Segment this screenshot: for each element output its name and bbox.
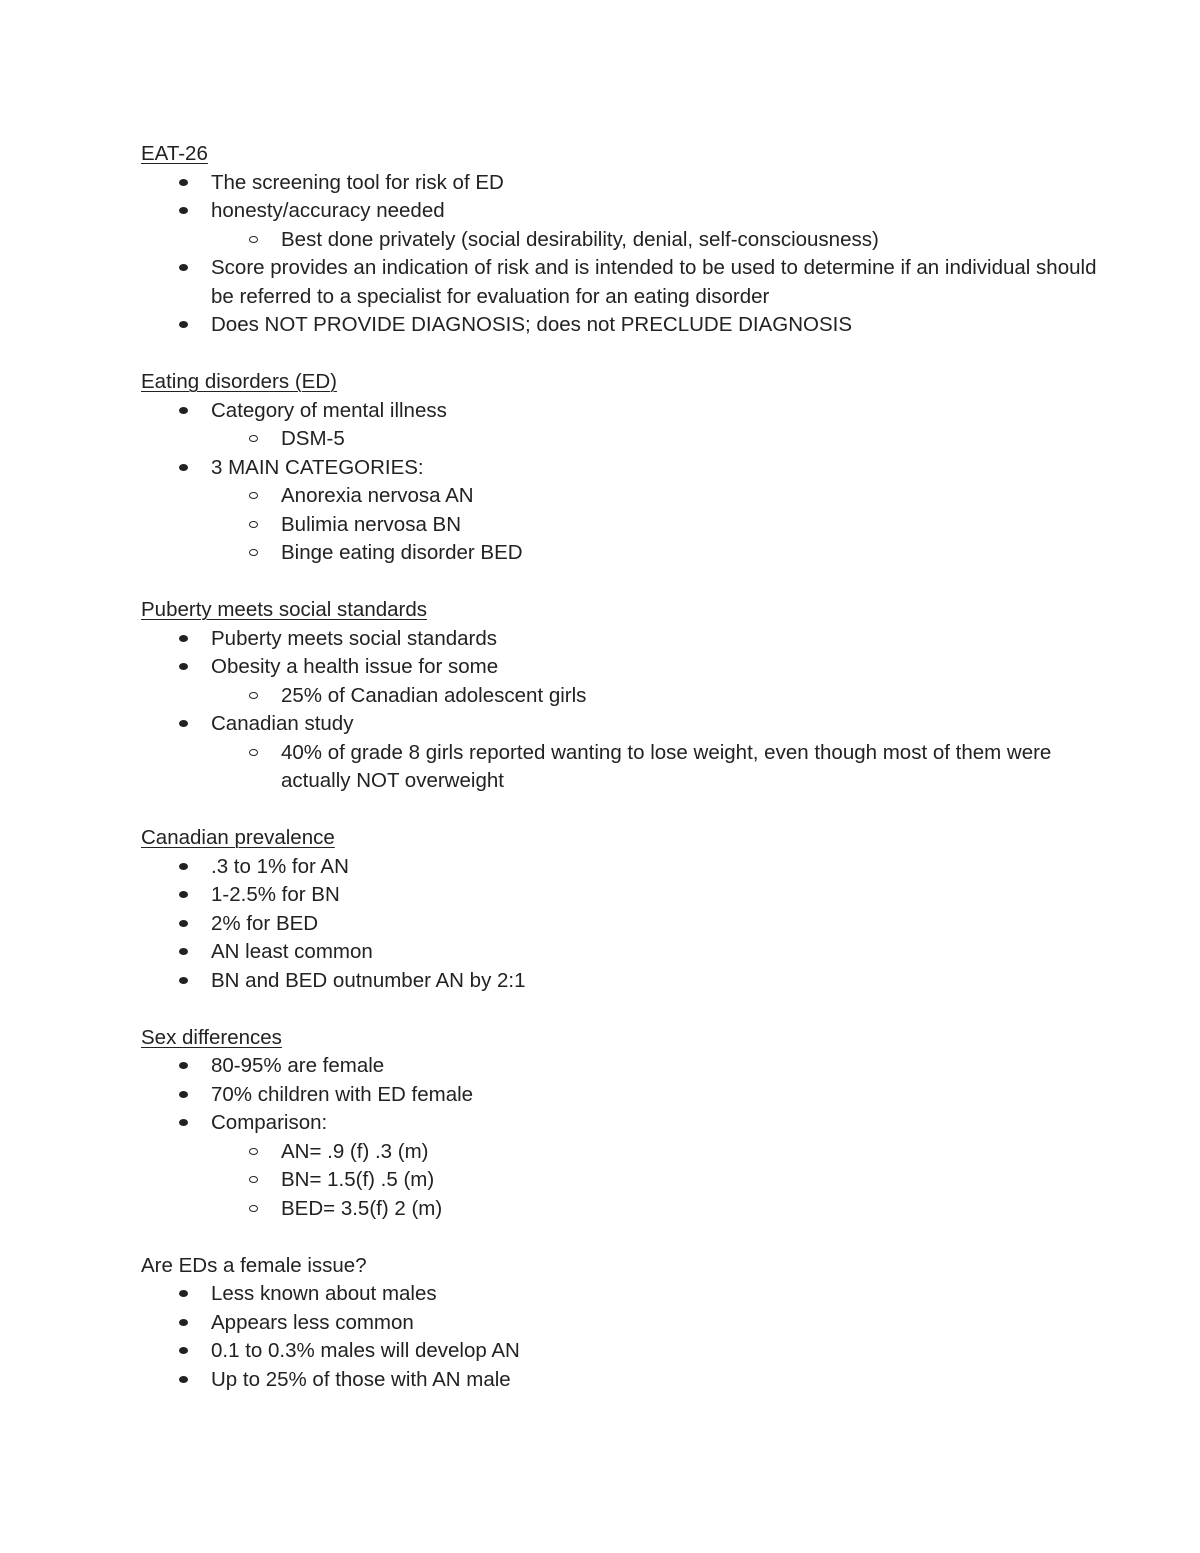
- section-eating-disorders-ed: [141, 368, 1101, 568]
- bullet-disc-icon: [179, 321, 188, 328]
- list-item: [141, 853, 1101, 882]
- list-item: [141, 967, 1101, 996]
- bullet-circle-icon: [249, 492, 258, 499]
- list-item: [141, 1081, 1101, 1110]
- bullet-list: [141, 853, 1101, 996]
- list-item-text: 3 MAIN CATEGORIES:: [211, 455, 424, 479]
- sub-list-item: [211, 226, 1101, 255]
- list-item: [141, 454, 1101, 568]
- document-body: [141, 140, 1101, 1394]
- section-heading-text: Eating disorders (ED): [141, 370, 337, 393]
- list-item-text: Score provides an indication of risk and is intended to be used to determine if an individual should be referred to a specialist for evaluation for an eating disorder: [211, 256, 1097, 308]
- list-item: [141, 1366, 1101, 1395]
- sub-bullet-list: [141, 1138, 1101, 1224]
- list-item-text: Puberty meets social standards: [211, 626, 497, 650]
- bullet-circle-icon: [249, 1176, 258, 1183]
- bullet-disc-icon: [179, 264, 188, 271]
- sub-bullet-list: [141, 739, 1101, 796]
- section-canadian-prevalence: [141, 824, 1101, 995]
- list-item-text: Category of mental illness: [211, 398, 447, 422]
- bullet-list: [141, 1280, 1101, 1394]
- bullet-disc-icon: [179, 464, 188, 471]
- sub-bullet-list: [141, 682, 1101, 711]
- bullet-disc-icon: [179, 407, 188, 414]
- bullet-circle-icon: [249, 435, 258, 442]
- list-item-text: Less known about males: [211, 1282, 437, 1305]
- section-heading: [141, 1024, 1101, 1053]
- list-item: [141, 197, 1101, 254]
- bullet-disc-icon: [179, 1119, 188, 1126]
- section-heading: [141, 368, 1101, 397]
- sub-list-item: [211, 425, 1101, 454]
- list-item-text: .3 to 1% for AN: [211, 854, 349, 878]
- bullet-disc-icon: [179, 948, 188, 955]
- list-item: [141, 1337, 1101, 1366]
- list-item-text: honesty/accuracy needed: [211, 199, 445, 222]
- section-puberty-meets-social-standards: [141, 596, 1101, 796]
- sub-list-item-text: DSM-5: [281, 427, 345, 450]
- bullet-disc-icon: [179, 977, 188, 984]
- list-item: [141, 1280, 1101, 1309]
- bullet-disc-icon: [179, 863, 188, 870]
- section-heading: [141, 596, 1101, 625]
- bullet-disc-icon: [179, 1347, 188, 1354]
- section-heading-text: Canadian prevalence: [141, 826, 335, 849]
- list-item-text: BN and BED outnumber AN by 2:1: [211, 968, 526, 992]
- list-item-text: Up to 25% of those with AN male: [211, 1367, 511, 1391]
- list-item-text: Appears less common: [211, 1310, 414, 1334]
- bullet-circle-icon: [249, 692, 258, 699]
- bullet-disc-icon: [179, 720, 188, 727]
- section-heading-text: EAT-26: [141, 142, 208, 165]
- bullet-list: [141, 1052, 1101, 1223]
- bullet-disc-icon: [179, 663, 188, 670]
- bullet-list: [141, 169, 1101, 340]
- section-heading-text: Are EDs a female issue?: [141, 1253, 367, 1277]
- bullet-disc-icon: [179, 1376, 188, 1383]
- sub-list-item: [211, 739, 1101, 796]
- list-item: [141, 397, 1101, 454]
- list-item-text: 2% for BED: [211, 911, 319, 935]
- list-item: [141, 710, 1101, 796]
- section-heading: [141, 1252, 1101, 1281]
- bullet-list: [141, 625, 1101, 796]
- bullet-disc-icon: [179, 179, 188, 186]
- bullet-list: [141, 397, 1101, 568]
- sub-list-item-text: Binge eating disorder BED: [281, 541, 523, 564]
- bullet-disc-icon: [179, 1319, 188, 1326]
- sub-list-item-text: AN= .9 (f) .3 (m): [281, 1139, 429, 1163]
- sub-bullet-list: [141, 482, 1101, 568]
- sub-list-item-text: BN= 1.5(f) .5 (m): [281, 1168, 435, 1191]
- list-item: [141, 625, 1101, 654]
- section-eat-26: [141, 140, 1101, 340]
- list-item-text: Obesity a health issue for some: [211, 655, 499, 678]
- sub-list-item-text: Best done privately (social desirability, denial, self-consciousness): [281, 227, 879, 251]
- bullet-circle-icon: [249, 521, 258, 528]
- bullet-disc-icon: [179, 1290, 188, 1297]
- list-item: [141, 1309, 1101, 1338]
- sub-list-item-text: Bulimia nervosa BN: [281, 512, 462, 536]
- list-item: [141, 1109, 1101, 1223]
- list-item: [141, 653, 1101, 710]
- section-are-eds-a-female-issue: [141, 1252, 1101, 1395]
- bullet-circle-icon: [249, 1148, 258, 1155]
- bullet-disc-icon: [179, 635, 188, 642]
- section-heading: [141, 140, 1101, 169]
- list-item-text: 0.1 to 0.3% males will develop AN: [211, 1339, 520, 1362]
- section-sex-differences: [141, 1024, 1101, 1224]
- list-item-text: Canadian study: [211, 712, 354, 735]
- section-heading-text: Puberty meets social standards: [141, 598, 427, 621]
- list-item: [141, 311, 1101, 340]
- bullet-circle-icon: [249, 236, 258, 243]
- list-item: [141, 910, 1101, 939]
- list-item-text: AN least common: [211, 940, 373, 963]
- sub-bullet-list: [141, 425, 1101, 454]
- list-item: [141, 1052, 1101, 1081]
- bullet-disc-icon: [179, 891, 188, 898]
- sub-list-item: [211, 539, 1101, 568]
- sub-list-item-text: 40% of grade 8 girls reported wanting to lose weight, even though most of them were actually NOT overweight: [281, 740, 1052, 792]
- bullet-disc-icon: [179, 1091, 188, 1098]
- bullet-circle-icon: [249, 549, 258, 556]
- sub-list-item: [211, 1138, 1101, 1167]
- list-item-text: The screening tool for risk of ED: [211, 170, 504, 194]
- list-item: [141, 881, 1101, 910]
- list-item-text: Comparison:: [211, 1111, 328, 1134]
- list-item-text: 1-2.5% for BN: [211, 883, 340, 906]
- section-heading: [141, 824, 1101, 853]
- section-heading-text: Sex differences: [141, 1025, 282, 1049]
- bullet-disc-icon: [179, 920, 188, 927]
- list-item: [141, 254, 1101, 311]
- sub-list-item-text: 25% of Canadian adolescent girls: [281, 683, 587, 707]
- list-item: [141, 169, 1101, 198]
- sub-list-item-text: BED= 3.5(f) 2 (m): [281, 1196, 443, 1220]
- sub-list-item: [211, 1166, 1101, 1195]
- sub-bullet-list: [141, 226, 1101, 255]
- bullet-disc-icon: [179, 207, 188, 214]
- list-item-text: Does NOT PROVIDE DIAGNOSIS; does not PRECLUDE DIAGNOSIS: [211, 313, 853, 336]
- sub-list-item: [211, 482, 1101, 511]
- sub-list-item: [211, 682, 1101, 711]
- bullet-circle-icon: [249, 749, 258, 756]
- bullet-disc-icon: [179, 1062, 188, 1069]
- list-item: [141, 938, 1101, 967]
- sub-list-item: [211, 1195, 1101, 1224]
- sub-list-item: [211, 511, 1101, 540]
- bullet-circle-icon: [249, 1205, 258, 1212]
- sub-list-item-text: Anorexia nervosa AN: [281, 484, 474, 507]
- list-item-text: 80-95% are female: [211, 1054, 385, 1077]
- list-item-text: 70% children with ED female: [211, 1082, 474, 1106]
